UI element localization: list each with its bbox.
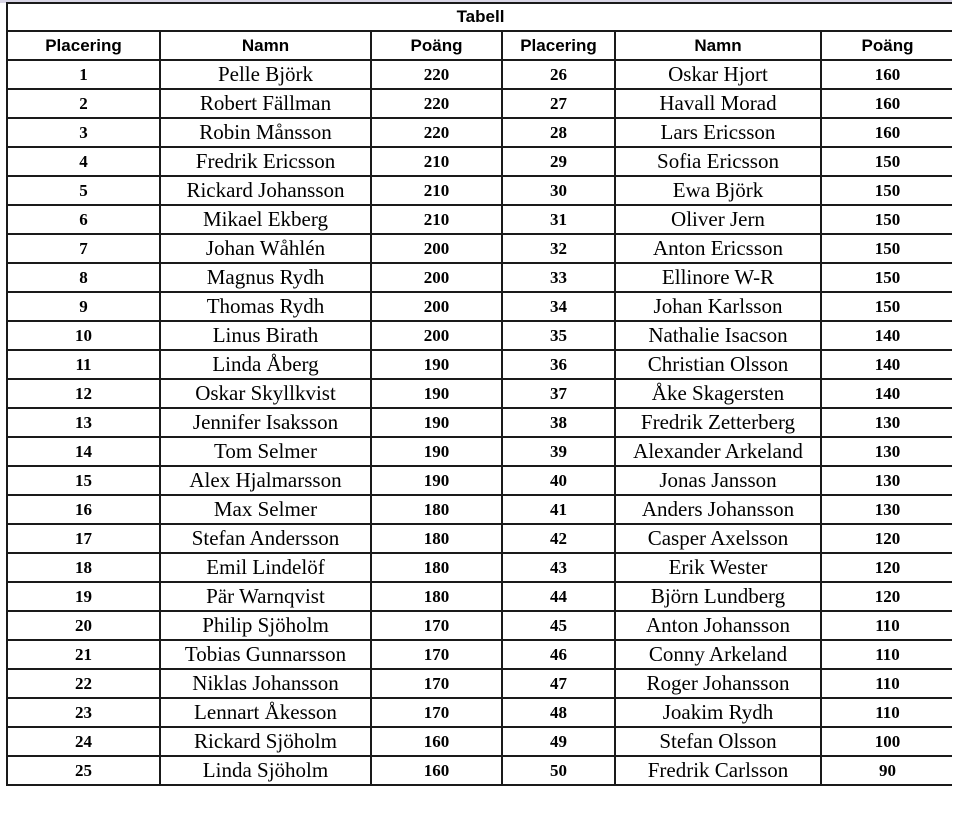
- header-poang-right: Poäng: [821, 31, 954, 60]
- table-row: [7, 437, 954, 466]
- points-left: 190: [371, 466, 502, 495]
- header-namn-left: Namn: [160, 31, 371, 60]
- placement-left: 24: [7, 727, 160, 756]
- player-name-right: Roger Johansson: [615, 669, 821, 698]
- points-right: 100: [821, 727, 954, 756]
- points-right: 160: [821, 89, 954, 118]
- placement-left: 2: [7, 89, 160, 118]
- points-left: 190: [371, 437, 502, 466]
- table-row: [7, 582, 954, 611]
- table-row: [7, 408, 954, 437]
- placement-right: 32: [502, 234, 615, 263]
- player-name-left: Linda Åberg: [160, 350, 371, 379]
- placement-left: 1: [7, 60, 160, 89]
- points-right: 130: [821, 466, 954, 495]
- points-left: 210: [371, 147, 502, 176]
- placement-right: 37: [502, 379, 615, 408]
- table-header-row: [7, 31, 954, 60]
- player-name-left: Johan Wåhlén: [160, 234, 371, 263]
- placement-left: 14: [7, 437, 160, 466]
- player-name-left: Fredrik Ericsson: [160, 147, 371, 176]
- placement-left: 15: [7, 466, 160, 495]
- player-name-right: Havall Morad: [615, 89, 821, 118]
- points-left: 200: [371, 234, 502, 263]
- player-name-right: Fredrik Carlsson: [615, 756, 821, 785]
- player-name-right: Lars Ericsson: [615, 118, 821, 147]
- placement-left: 13: [7, 408, 160, 437]
- placement-right: 33: [502, 263, 615, 292]
- points-left: 160: [371, 727, 502, 756]
- table-row: [7, 466, 954, 495]
- table-row: [7, 350, 954, 379]
- placement-right: 46: [502, 640, 615, 669]
- placement-right: 40: [502, 466, 615, 495]
- points-left: 220: [371, 89, 502, 118]
- placement-right: 48: [502, 698, 615, 727]
- player-name-right: Björn Lundberg: [615, 582, 821, 611]
- placement-left: 20: [7, 611, 160, 640]
- points-left: 180: [371, 582, 502, 611]
- table-body: [7, 60, 954, 785]
- table-row: [7, 495, 954, 524]
- placement-left: 12: [7, 379, 160, 408]
- placement-right: 27: [502, 89, 615, 118]
- placement-right: 44: [502, 582, 615, 611]
- points-right: 120: [821, 582, 954, 611]
- player-name-right: Alexander Arkeland: [615, 437, 821, 466]
- placement-right: 31: [502, 205, 615, 234]
- placement-left: 4: [7, 147, 160, 176]
- placement-left: 17: [7, 524, 160, 553]
- placement-right: 49: [502, 727, 615, 756]
- player-name-left: Robin Månsson: [160, 118, 371, 147]
- standings-table: [6, 2, 955, 786]
- points-right: 130: [821, 495, 954, 524]
- points-left: 220: [371, 60, 502, 89]
- player-name-left: Magnus Rydh: [160, 263, 371, 292]
- table-row: [7, 640, 954, 669]
- placement-right: 45: [502, 611, 615, 640]
- points-right: 150: [821, 234, 954, 263]
- player-name-right: Casper Axelsson: [615, 524, 821, 553]
- player-name-right: Erik Wester: [615, 553, 821, 582]
- placement-left: 18: [7, 553, 160, 582]
- table-row: [7, 89, 954, 118]
- player-name-left: Pär Warnqvist: [160, 582, 371, 611]
- table-row: [7, 727, 954, 756]
- points-right: 90: [821, 756, 954, 785]
- placement-right: 30: [502, 176, 615, 205]
- player-name-left: Thomas Rydh: [160, 292, 371, 321]
- placement-right: 29: [502, 147, 615, 176]
- player-name-left: Linus Birath: [160, 321, 371, 350]
- player-name-left: Alex Hjalmarsson: [160, 466, 371, 495]
- placement-left: 6: [7, 205, 160, 234]
- player-name-right: Oskar Hjort: [615, 60, 821, 89]
- player-name-left: Max Selmer: [160, 495, 371, 524]
- placement-left: 9: [7, 292, 160, 321]
- points-right: 120: [821, 524, 954, 553]
- points-right: 150: [821, 292, 954, 321]
- points-left: 170: [371, 669, 502, 698]
- header-poang-left: Poäng: [371, 31, 502, 60]
- points-right: 110: [821, 640, 954, 669]
- placement-left: 21: [7, 640, 160, 669]
- points-right: 150: [821, 205, 954, 234]
- placement-right: 47: [502, 669, 615, 698]
- player-name-right: Åke Skagersten: [615, 379, 821, 408]
- points-left: 160: [371, 756, 502, 785]
- placement-left: 7: [7, 234, 160, 263]
- points-left: 180: [371, 495, 502, 524]
- placement-left: 8: [7, 263, 160, 292]
- points-left: 190: [371, 350, 502, 379]
- placement-right: 34: [502, 292, 615, 321]
- right-margin: [952, 0, 960, 833]
- player-name-right: Oliver Jern: [615, 205, 821, 234]
- placement-right: 35: [502, 321, 615, 350]
- table-row: [7, 379, 954, 408]
- player-name-left: Jennifer Isaksson: [160, 408, 371, 437]
- player-name-right: Fredrik Zetterberg: [615, 408, 821, 437]
- points-right: 110: [821, 698, 954, 727]
- points-left: 190: [371, 379, 502, 408]
- table-row: [7, 147, 954, 176]
- placement-right: 41: [502, 495, 615, 524]
- player-name-left: Robert Fällman: [160, 89, 371, 118]
- table-row: [7, 698, 954, 727]
- player-name-left: Oskar Skyllkvist: [160, 379, 371, 408]
- table-row: [7, 234, 954, 263]
- placement-right: 50: [502, 756, 615, 785]
- player-name-right: Anton Ericsson: [615, 234, 821, 263]
- points-left: 190: [371, 408, 502, 437]
- points-left: 210: [371, 176, 502, 205]
- table-row: [7, 669, 954, 698]
- player-name-left: Tom Selmer: [160, 437, 371, 466]
- points-left: 220: [371, 118, 502, 147]
- points-right: 110: [821, 611, 954, 640]
- points-right: 140: [821, 350, 954, 379]
- placement-right: 43: [502, 553, 615, 582]
- player-name-right: Nathalie Isacson: [615, 321, 821, 350]
- placement-right: 26: [502, 60, 615, 89]
- player-name-right: Ewa Björk: [615, 176, 821, 205]
- player-name-right: Conny Arkeland: [615, 640, 821, 669]
- table-row: [7, 524, 954, 553]
- player-name-right: Johan Karlsson: [615, 292, 821, 321]
- points-left: 180: [371, 553, 502, 582]
- table-row: [7, 263, 954, 292]
- player-name-right: Jonas Jansson: [615, 466, 821, 495]
- points-right: 160: [821, 118, 954, 147]
- player-name-left: Philip Sjöholm: [160, 611, 371, 640]
- points-left: 180: [371, 524, 502, 553]
- player-name-right: Stefan Olsson: [615, 727, 821, 756]
- table-title: Tabell: [7, 3, 954, 31]
- player-name-left: Rickard Sjöholm: [160, 727, 371, 756]
- placement-right: 36: [502, 350, 615, 379]
- header-namn-right: Namn: [615, 31, 821, 60]
- table-row: [7, 176, 954, 205]
- placement-left: 10: [7, 321, 160, 350]
- points-right: 120: [821, 553, 954, 582]
- points-left: 170: [371, 611, 502, 640]
- player-name-left: Linda Sjöholm: [160, 756, 371, 785]
- points-left: 200: [371, 263, 502, 292]
- player-name-left: Niklas Johansson: [160, 669, 371, 698]
- player-name-right: Anton Johansson: [615, 611, 821, 640]
- player-name-left: Tobias Gunnarsson: [160, 640, 371, 669]
- table-row: [7, 292, 954, 321]
- points-right: 160: [821, 60, 954, 89]
- points-left: 170: [371, 698, 502, 727]
- points-right: 140: [821, 379, 954, 408]
- points-right: 130: [821, 408, 954, 437]
- placement-left: 25: [7, 756, 160, 785]
- header-placering-right: Placering: [502, 31, 615, 60]
- table-row: [7, 611, 954, 640]
- table-row: [7, 118, 954, 147]
- points-left: 200: [371, 321, 502, 350]
- player-name-left: Rickard Johansson: [160, 176, 371, 205]
- player-name-left: Emil Lindelöf: [160, 553, 371, 582]
- player-name-left: Stefan Andersson: [160, 524, 371, 553]
- placement-left: 23: [7, 698, 160, 727]
- table-row: [7, 756, 954, 785]
- points-left: 200: [371, 292, 502, 321]
- player-name-right: Anders Johansson: [615, 495, 821, 524]
- table-row: [7, 205, 954, 234]
- player-name-left: Pelle Björk: [160, 60, 371, 89]
- placement-right: 42: [502, 524, 615, 553]
- placement-left: 11: [7, 350, 160, 379]
- points-right: 130: [821, 437, 954, 466]
- placement-left: 3: [7, 118, 160, 147]
- placement-left: 22: [7, 669, 160, 698]
- header-placering-left: Placering: [7, 31, 160, 60]
- points-right: 150: [821, 147, 954, 176]
- player-name-left: Mikael Ekberg: [160, 205, 371, 234]
- table-row: [7, 321, 954, 350]
- placement-right: 39: [502, 437, 615, 466]
- placement-left: 16: [7, 495, 160, 524]
- placement-left: 5: [7, 176, 160, 205]
- table-row: [7, 553, 954, 582]
- player-name-right: Sofia Ericsson: [615, 147, 821, 176]
- player-name-right: Joakim Rydh: [615, 698, 821, 727]
- points-right: 140: [821, 321, 954, 350]
- placement-left: 19: [7, 582, 160, 611]
- points-left: 170: [371, 640, 502, 669]
- points-right: 110: [821, 669, 954, 698]
- player-name-right: Christian Olsson: [615, 350, 821, 379]
- points-right: 150: [821, 176, 954, 205]
- placement-right: 38: [502, 408, 615, 437]
- placement-right: 28: [502, 118, 615, 147]
- table-title-row: [7, 3, 954, 31]
- player-name-left: Lennart Åkesson: [160, 698, 371, 727]
- player-name-right: Ellinore W-R: [615, 263, 821, 292]
- points-left: 210: [371, 205, 502, 234]
- points-right: 150: [821, 263, 954, 292]
- table-row: [7, 60, 954, 89]
